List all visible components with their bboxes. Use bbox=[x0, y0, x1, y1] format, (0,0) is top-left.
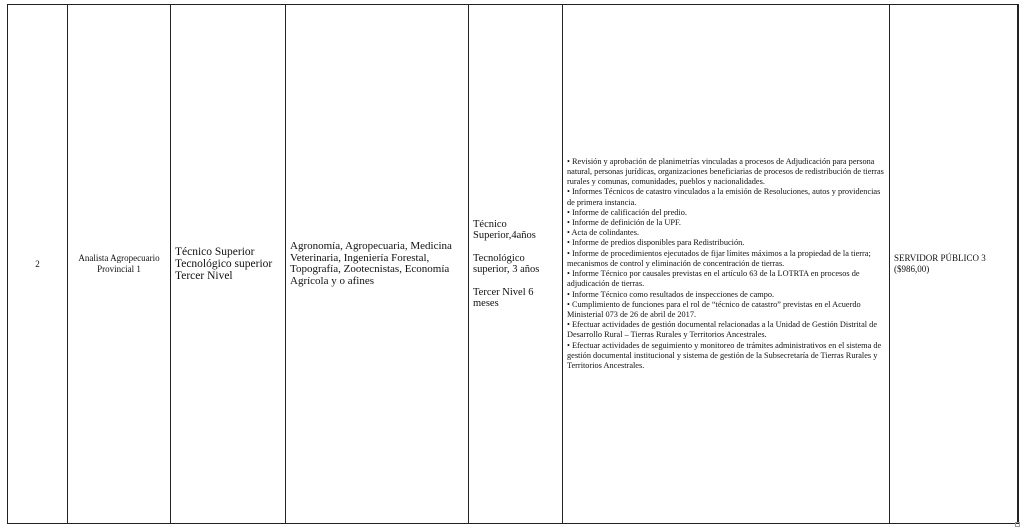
activity-item: • Informe de definición de la UPF. bbox=[567, 218, 681, 228]
experience-line: Técnico bbox=[473, 218, 507, 230]
study-area-cell bbox=[286, 5, 469, 524]
education-line: Tercer Nivel bbox=[175, 270, 233, 282]
activity-item: • Informe de calificación del predio. bbox=[567, 207, 687, 217]
salary-group-cell bbox=[890, 5, 1018, 524]
activity-item: • Informe Técnico como resultados de inspecciones de campo. bbox=[567, 289, 775, 299]
activity-item: • Informe de procedimientos ejecutados de fijar límites máximos a la propiedad de la tierra; mecanismos de control y eliminación de concentración de tierras. bbox=[567, 248, 871, 268]
row-number-cell bbox=[8, 5, 68, 524]
activity-item: • Efectuar actividades de seguimiento y monitoreo de trámites administrativos en el sistema de gestión documental institucional y sistema de gestión de la Subsecretaría de Tierras Rurales y Territorios Ancestrales. bbox=[567, 340, 882, 370]
experience-cell bbox=[469, 5, 563, 524]
study-area-line: Veterinaria, Ingeniería Forestal, bbox=[290, 251, 430, 264]
education-cell bbox=[171, 5, 286, 524]
experience-line: Superior,4años bbox=[473, 230, 536, 241]
experience-item bbox=[473, 287, 558, 310]
study-area-line: Topografía, Zootecnistas, Economía bbox=[290, 263, 450, 275]
experience-line: Tecnológico bbox=[473, 252, 525, 264]
activity-item: • Acta de colindantes. bbox=[567, 228, 640, 238]
experience-item bbox=[473, 253, 558, 276]
job-table bbox=[7, 4, 1018, 524]
table-row bbox=[8, 5, 1018, 524]
activity-item: • Informe de predios disponibles para Redistribución. bbox=[567, 238, 745, 248]
activity-item: • Efectuar actividades de gestión documental relacionadas a la Unidad de Gestión Distrital de Desarrollo Rural – Tierras Rurales y Territorios Ancestrales. bbox=[567, 320, 878, 340]
experience-line: superior, 3 años bbox=[473, 264, 540, 275]
study-area-line: Agrícola y o afines bbox=[290, 274, 374, 287]
activity-item: • Informe Técnico por causales previstas en el artículo 63 de la LOTRTA en procesos de adjudicación de tierras. bbox=[567, 269, 860, 289]
experience-line: Tercer Nivel 6 bbox=[473, 286, 534, 298]
activity-item: • Revisión y aprobación de planimetrías vinculadas a procesos de Adjudicación para persona natural, personas jurídicas, organizaciones beneficiarias de procesos de redistribución de tierras rurales y comunas, comunidades, pueblos y nacionalidades. bbox=[567, 156, 884, 187]
row-number: 2 bbox=[35, 259, 40, 269]
experience-item bbox=[473, 219, 558, 242]
job-title-line: Provincial 1 bbox=[97, 264, 141, 274]
job-title-cell bbox=[68, 5, 171, 524]
page-edge-line bbox=[1018, 4, 1019, 524]
salary-group-line: SERVIDOR PÚBLICO 3 bbox=[894, 253, 986, 263]
education-line: Tecnológico superior bbox=[175, 258, 273, 270]
study-area-line: Agronomía, Agropecuaria, Medicina bbox=[290, 240, 452, 252]
salary-amount-line: ($986,00) bbox=[894, 264, 930, 274]
activity-item: • Informes Técnicos de catastro vinculados a la emisión de Resoluciones, autos y providencias de primera instancia. bbox=[567, 187, 881, 207]
activities-cell bbox=[563, 5, 890, 524]
experience-line: meses bbox=[473, 298, 499, 309]
education-line: Técnico Superior bbox=[175, 246, 255, 258]
activity-item: • Cumplimiento de funciones para el rol de “técnico de catastro” previstas en el Acuerdo Ministerial 073 de 26 de abril de 2017. bbox=[567, 299, 861, 319]
resize-handle-icon bbox=[1015, 522, 1020, 527]
job-title-line: Analista Agropecuario bbox=[78, 253, 160, 263]
